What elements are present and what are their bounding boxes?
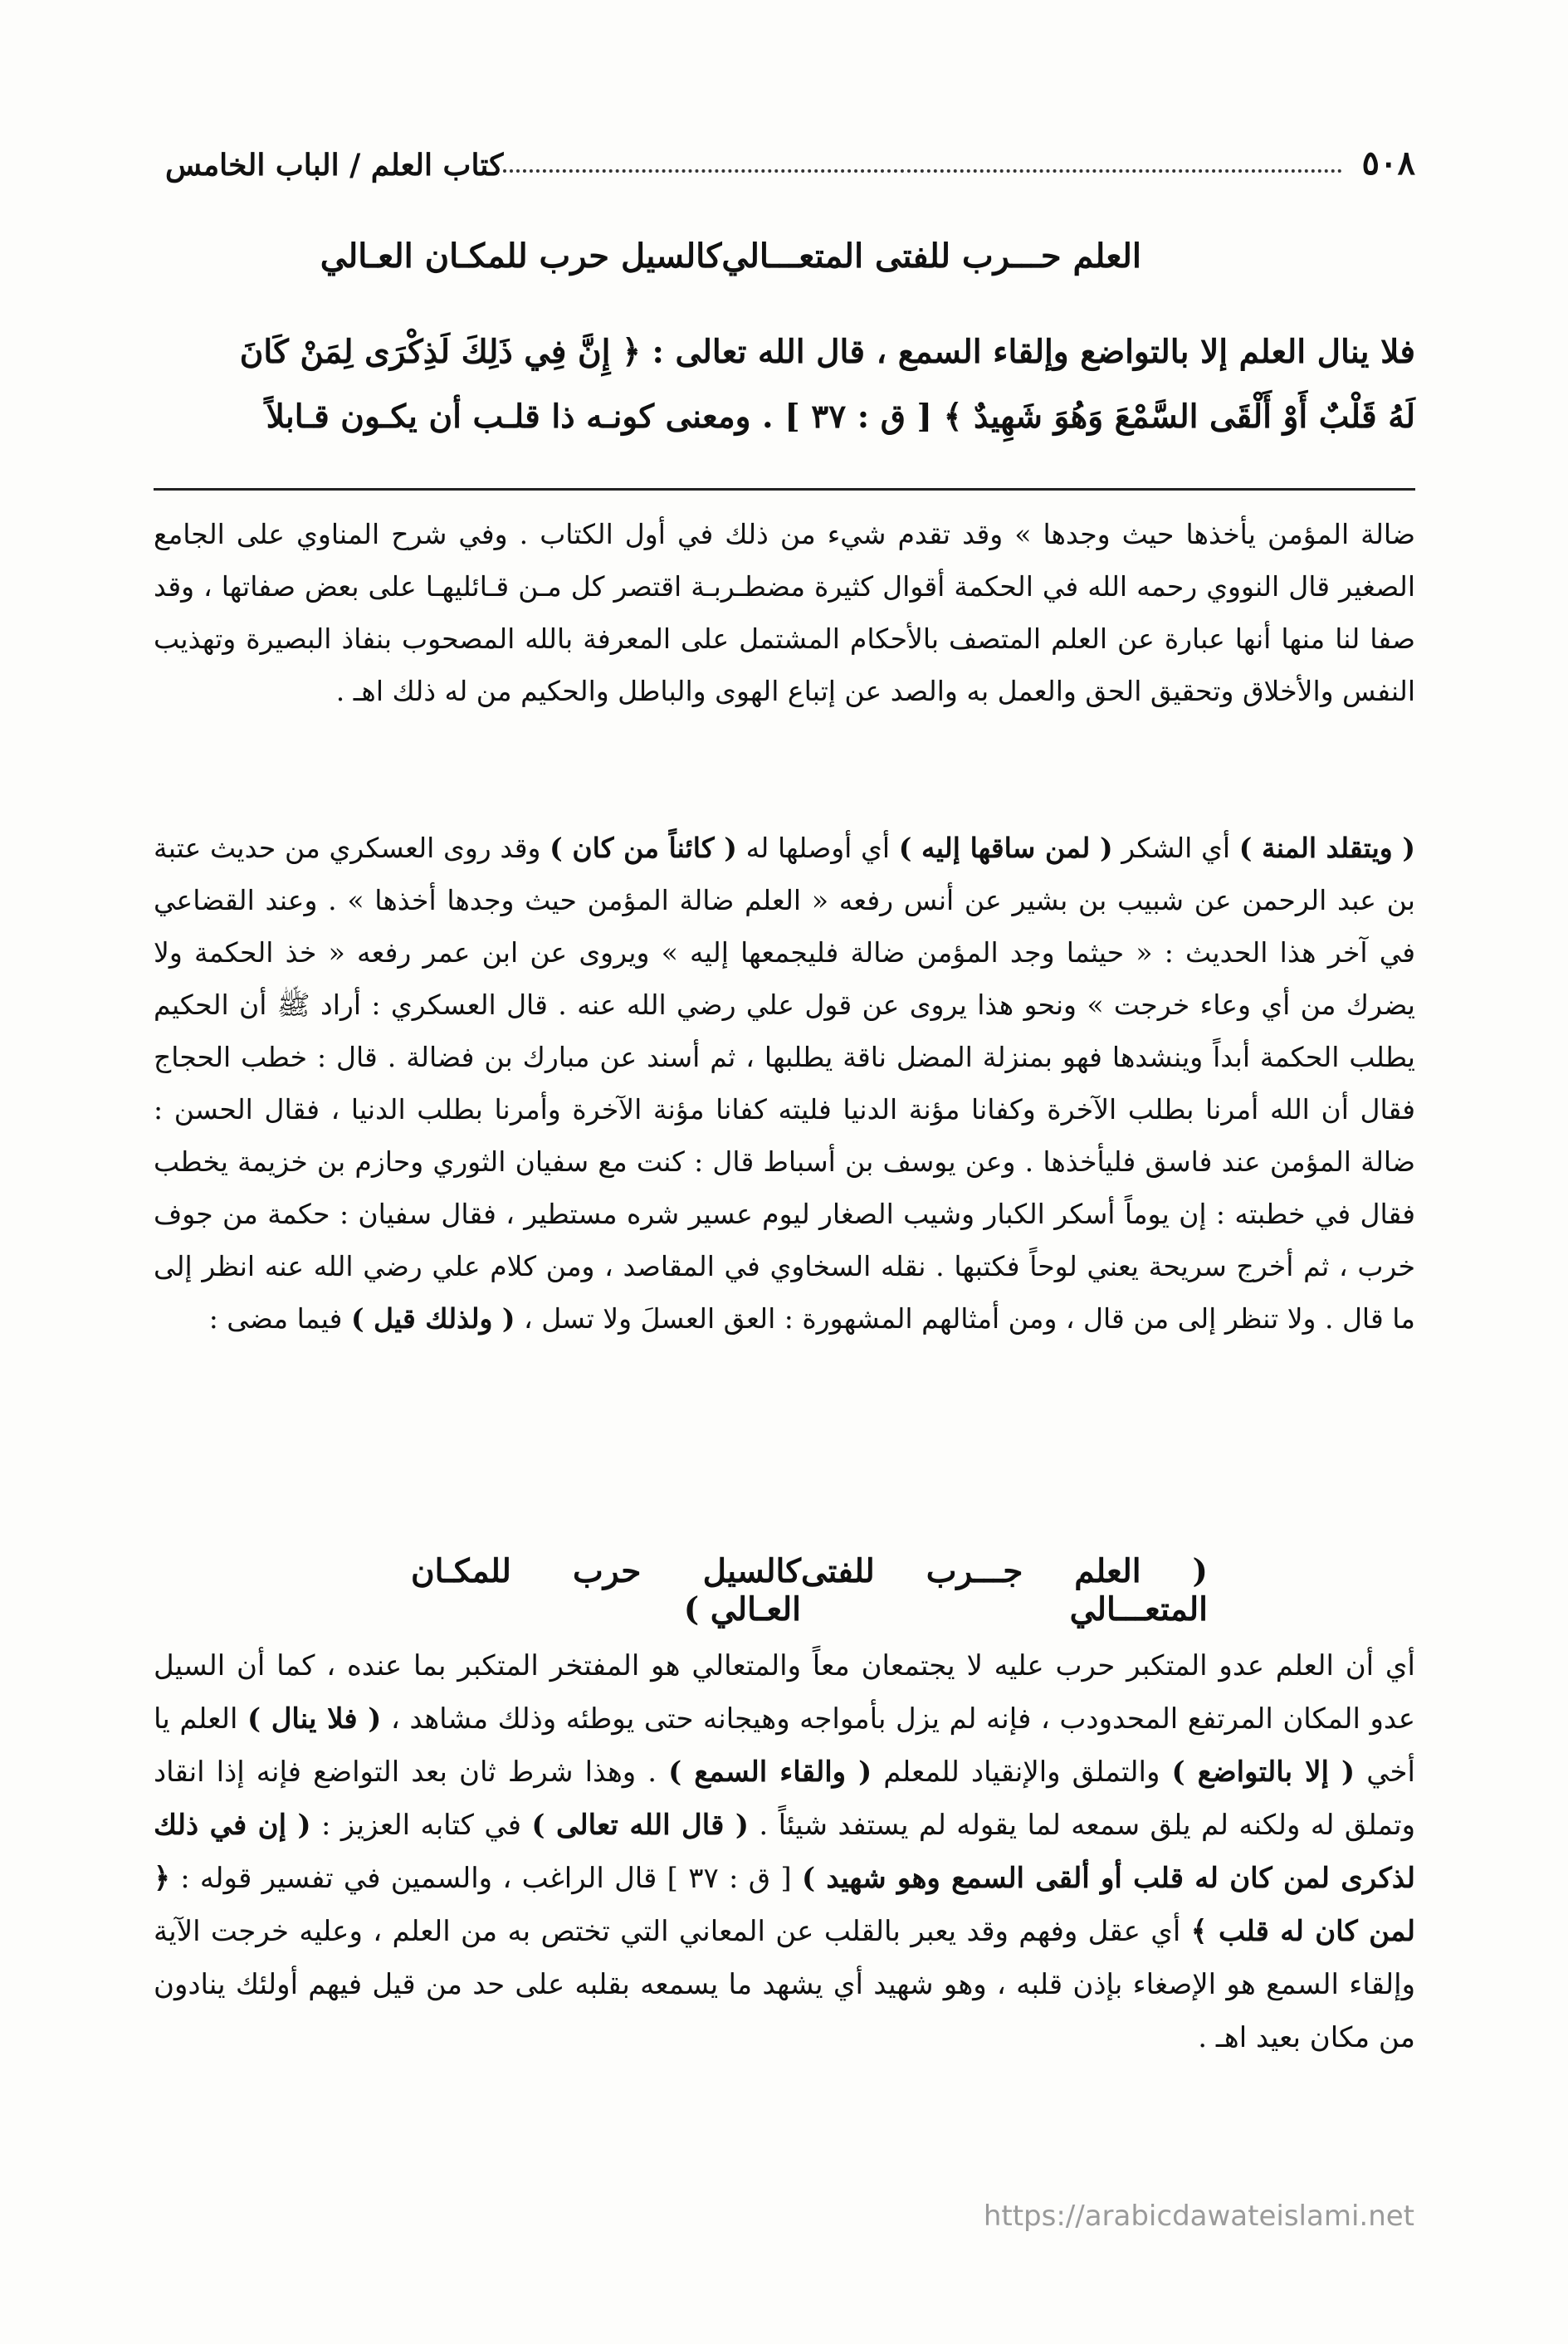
commentary-quote: ( ولذلك قيل ) bbox=[350, 1302, 515, 1335]
explanation-text: في كتابه العزيز : bbox=[310, 1809, 532, 1842]
commentary-text: وقد روى العسكري من حديث عتبة بن عبد الرحمن عن شبيب بن بشير عن أنس رفعه « العلم ضالة المؤمن حيث وجدها أخذها » . وعند القضاعي في آخر هذا الحديث : « حيثما وجد المؤمن ضالة فليجمعها إليه » ويروى عن ابن عمر رفعه « خذ الحكمة ولا يضرك من أي وعاء خرجت » ونحو هذا يروى عن قول علي رضي الله عنه . قال العسكري : أراد ﷺ أن الحكيم يطلب الحكمة أبداً وينشدها فهو بمنزلة المضل ناقة يطلبها ، ثم أسند عن مبارك بن فضالة . قال : خطب الحجاج فقال أن الله أمرنا بطلب الآخرة وكفانا مؤنة الدنيا فليته كفانا مؤنة الآخرة وأمرنا بطلب الدنيا ، فقال الحسن : ضالة المؤمن عند فاسق فليأخذها . وعن يوسف بن أسباط قال : كنت مع سفيان الثوري وحازم بن خزيمة يخطب فقال في خطبته : إن يوماً أسكر الكبار وشيب الصغار ليوم عسير شره مستطير ، فقال سفيان : حكمة من جوف خرب ، ثم أخرج سريحة يعني لوحاً فكتبها . نقله السخاوي في المقاصد ، ومن كلام علي رضي الله عنه انظر إلى ما قال . ولا تنظر إلى من قال ، ومن أمثالهم المشهورة : العق العسلَ ولا تسل ، bbox=[154, 832, 1415, 1335]
verse-hemistich-first: العلم حـــرب للفتى المتعـــالي bbox=[721, 237, 1141, 276]
main-text-line: لَهُ قَلْبٌ أَوْ أَلْقَى السَّمْعَ وَهُوَ شَهِيدٌ ﴾ [ ق : ٣٧ ] . ومعنى كونـه ذا قلـب أن يكـون قـابلاً bbox=[266, 398, 1415, 436]
footnote-text: ضالة المؤمن يأخذها حيث وجدها » وقد تقدم شيء من ذلك في أول الكتاب . وفي شرح المناوي على الجامع الصغير قال النووي رحمه الله في الحكمة أقوال كثيرة مضطـربـة اقتصر كل مـن قـائليهـا على بعض صفاتها ، وقد صفا لنا منها أنها عبارة عن العلم المتصف بالأحكام المشتمل على المعرفة بالله المصحوب بنفاذ البصيرة وتهذيب النفس والأخلاق وتحقيق الحق والعمل به والصد عن إتباع الهوى والباطل والحكيم من له ذلك اهـ . bbox=[154, 518, 1415, 707]
header-dotted-leader bbox=[503, 169, 1341, 173]
verse-hemistich-second: كالسيل حرب للمكـان العـالي ) bbox=[411, 1552, 802, 1629]
source-watermark: https://arabicdawateislami.net bbox=[983, 2200, 1414, 2233]
explanation-quote: ( فلا ينال ) bbox=[247, 1702, 382, 1736]
explanation-quote: ( قال الله تعالى ) bbox=[531, 1809, 749, 1842]
explanation-paragraph bbox=[154, 1639, 1415, 2064]
commentary-quote: ( كائناً من كان ) bbox=[550, 832, 737, 864]
commentary-paragraph bbox=[154, 822, 1415, 1345]
explanation-quote: ( والقاء السمع ) bbox=[668, 1756, 872, 1789]
commentary-quote: ( لمن ساقها إليه ) bbox=[898, 832, 1113, 864]
page-header bbox=[154, 133, 1415, 183]
commentary-text: فيما مضى : bbox=[208, 1302, 351, 1335]
poem-verse-quoted bbox=[154, 1552, 1415, 1629]
footnote-divider bbox=[154, 488, 1415, 491]
explanation-text: . وهذا شرط ثان بعد التواضع فإنه إذا انقاد وتملق له ولكنه لم يلق سمعه لما يقوله لم يستفد شيئاً . bbox=[154, 1756, 1415, 1842]
explanation-text: [ ق : ٣٧ ] قال الراغب ، والسمين في تفسير قوله : bbox=[169, 1862, 802, 1895]
explanation-quote: ﴿ لمن كان له قلب ﴾ bbox=[154, 1862, 1415, 1948]
explanation-text: أي أن العلم عدو المتكبر حرب عليه لا يجتمعان معاً والمتعالي هو المفتخر المتكبر بما عنده ، كما أن السيل عدو المكان المرتفع المحدودب ، فإنه لم يزل بأمواجه وهيجانه حتى يوطئه وذلك مشاهد ، bbox=[154, 1649, 1416, 1736]
explanation-quote: ( إن في ذلك لذكرى لمن كان له قلب أو ألقى السمع وهو شهيد ) bbox=[154, 1809, 1415, 1895]
explanation-quote: ( إلا بالتواضع ) bbox=[1171, 1756, 1356, 1789]
main-text bbox=[154, 320, 1415, 449]
verse-hemistich-first: ( العلم جـــرب للفتى المتعـــالي bbox=[801, 1552, 1208, 1629]
explanation-text: أي عقل وفهم وقد يعبر بالقلب عن المعاني التي تختص به من العلم ، وعليه خرجت الآية وإلقاء السمع هو الإصغاء بإذن قلبه ، وهو شهيد أي يشهد ما يسمعه بقلبه على حد من قيل فيهم أولئك ينادون من مكان بعيد اهـ . bbox=[154, 1915, 1415, 2054]
running-title: كتاب العلم / الباب الخامس bbox=[165, 148, 504, 183]
commentary-quote: ( ويتقلد المنة ) bbox=[1238, 832, 1415, 864]
explanation-text: والتملق والإنقياد للمعلم bbox=[872, 1756, 1172, 1789]
commentary-text: أي الشكر bbox=[1112, 832, 1239, 864]
verse-hemistich-second: كالسيل حرب للمكـان العـالي bbox=[320, 237, 722, 276]
poem-verse bbox=[154, 237, 1415, 276]
commentary-text: أي أوصلها له bbox=[736, 832, 899, 864]
main-text-line: فلا ينال العلم إلا بالتواضع وإلقاء السمع ، قال الله تعالى : ﴿ إِنَّ فِي ذَلِكَ لَذِكْرَى لِمَنْ كَانَ bbox=[239, 333, 1415, 371]
page-number: ٥٠٨ bbox=[1361, 144, 1415, 183]
explanation-text: العلم يا أخي bbox=[154, 1702, 1415, 1789]
